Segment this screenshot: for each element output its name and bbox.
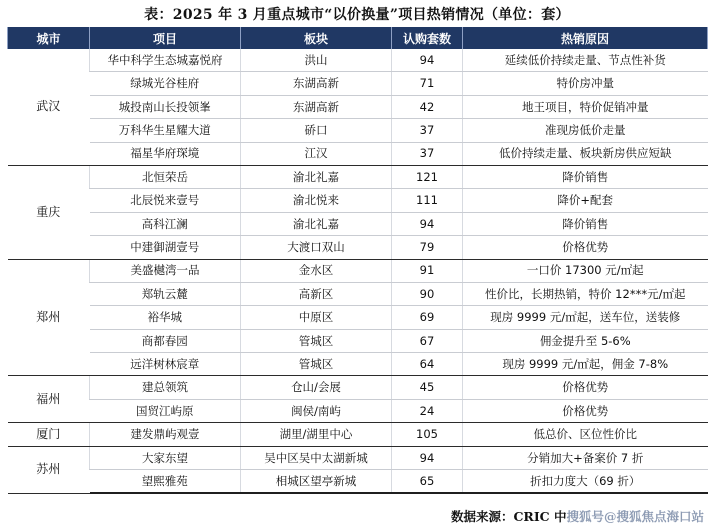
table-row xyxy=(8,446,708,469)
block-cell: 湖里/湖里中心 xyxy=(241,423,392,446)
sales-cell: 121 xyxy=(392,165,463,188)
reason-cell: 折扣力度大（69 折） xyxy=(463,470,708,494)
project-cell: 郑轨云麓 xyxy=(90,282,241,305)
block-cell: 渝北礼嘉 xyxy=(241,212,392,235)
table-row xyxy=(8,142,708,165)
table-row xyxy=(8,165,708,188)
header-project: 项目 xyxy=(90,27,241,49)
block-cell: 硚口 xyxy=(241,119,392,142)
data-source xyxy=(451,507,704,525)
sales-cell: 90 xyxy=(392,282,463,305)
reason-cell: 准现房低价走量 xyxy=(463,119,708,142)
block-cell: 大渡口双山 xyxy=(241,236,392,259)
table-row xyxy=(8,72,708,95)
header-sales: 认购套数 xyxy=(392,27,463,49)
project-cell: 万科华生星耀大道 xyxy=(90,119,241,142)
reason-cell: 降价销售 xyxy=(463,165,708,188)
block-cell: 高新区 xyxy=(241,282,392,305)
sales-cell: 79 xyxy=(392,236,463,259)
reason-cell: 价格优势 xyxy=(463,399,708,422)
table-row xyxy=(8,306,708,329)
city-cell: 福州 xyxy=(8,376,90,423)
reason-cell: 特价房冲量 xyxy=(463,72,708,95)
project-cell: 美盛樾湾一品 xyxy=(90,259,241,282)
reason-cell: 分销加大+备案价 7 折 xyxy=(463,446,708,469)
project-cell: 中建御湖壹号 xyxy=(90,236,241,259)
sales-cell: 65 xyxy=(392,470,463,494)
block-cell: 渝北礼嘉 xyxy=(241,165,392,188)
sales-cell: 42 xyxy=(392,95,463,118)
city-cell: 武汉 xyxy=(8,49,90,165)
sales-cell: 94 xyxy=(392,446,463,469)
table-row xyxy=(8,282,708,305)
reason-cell: 佣金提升至 5-6% xyxy=(463,329,708,352)
block-cell: 东湖高新 xyxy=(241,72,392,95)
table-title: 表：2025 年 3 月重点城市“以价换量”项目热销情况（单位：套） xyxy=(144,7,570,23)
watermark: 搜狐号@搜狐焦点海口站 xyxy=(566,509,704,524)
block-cell: 管城区 xyxy=(241,329,392,352)
table-row xyxy=(8,423,708,446)
sales-cell: 71 xyxy=(392,72,463,95)
reason-cell: 现房 9999 元/㎡起，送车位，送装修 xyxy=(463,306,708,329)
header-block: 板块 xyxy=(241,27,392,49)
header-row xyxy=(8,27,708,49)
sales-table xyxy=(7,27,708,494)
city-cell: 厦门 xyxy=(8,423,90,446)
block-cell: 仓山/会展 xyxy=(241,376,392,399)
reason-cell: 低价持续走量、板块新房供应短缺 xyxy=(463,142,708,165)
source-label: 数据来源：CRIC 中 xyxy=(450,509,567,524)
project-cell: 建发鼎屿观壹 xyxy=(90,423,241,446)
table-row xyxy=(8,212,708,235)
reason-cell: 延续低价持续走量、节点性补货 xyxy=(463,49,708,72)
sales-cell: 45 xyxy=(392,376,463,399)
reason-cell: 性价比，长期热销，特价 12***元/㎡起 xyxy=(463,282,708,305)
table-row xyxy=(8,353,708,376)
block-cell: 金水区 xyxy=(241,259,392,282)
table-row xyxy=(8,236,708,259)
city-cell: 重庆 xyxy=(8,165,90,259)
block-cell: 吴中区吴中太湖新城 xyxy=(241,446,392,469)
project-cell: 建总领筑 xyxy=(90,376,241,399)
block-cell: 江汉 xyxy=(241,142,392,165)
reason-cell: 价格优势 xyxy=(463,236,708,259)
project-cell: 高科江澜 xyxy=(90,212,241,235)
sales-cell: 91 xyxy=(392,259,463,282)
project-cell: 远洋树林宸章 xyxy=(90,353,241,376)
header-reason: 热销原因 xyxy=(463,27,708,49)
reason-cell: 降价+配套 xyxy=(463,189,708,212)
project-cell: 北辰悦来壹号 xyxy=(90,189,241,212)
sales-cell: 111 xyxy=(392,189,463,212)
table-row xyxy=(8,376,708,399)
table-row xyxy=(8,329,708,352)
project-cell: 北恒荣岳 xyxy=(90,165,241,188)
reason-cell: 价格优势 xyxy=(463,376,708,399)
project-cell: 华中科学生态城嘉悦府 xyxy=(90,49,241,72)
block-cell: 渝北悦来 xyxy=(241,189,392,212)
sales-cell: 69 xyxy=(392,306,463,329)
project-cell: 绿城光谷桂府 xyxy=(90,72,241,95)
block-cell: 东湖高新 xyxy=(241,95,392,118)
table-row xyxy=(8,399,708,422)
sales-cell: 67 xyxy=(392,329,463,352)
project-cell: 裕华城 xyxy=(90,306,241,329)
sales-cell: 24 xyxy=(392,399,463,422)
city-cell: 苏州 xyxy=(8,446,90,493)
city-cell: 郑州 xyxy=(8,259,90,376)
header-city: 城市 xyxy=(8,27,90,49)
sales-cell: 37 xyxy=(392,142,463,165)
sales-cell: 37 xyxy=(392,119,463,142)
block-cell: 管城区 xyxy=(241,353,392,376)
sales-cell: 94 xyxy=(392,212,463,235)
table-row xyxy=(8,49,708,72)
project-cell: 国贸江屿原 xyxy=(90,399,241,422)
reason-cell: 现房 9999 元/㎡起，佣金 7-8% xyxy=(463,353,708,376)
project-cell: 城投南山长投领峯 xyxy=(90,95,241,118)
sales-cell: 94 xyxy=(392,49,463,72)
project-cell: 望熙雅苑 xyxy=(90,470,241,494)
reason-cell: 降价销售 xyxy=(463,212,708,235)
sales-cell: 105 xyxy=(392,423,463,446)
project-cell: 福星华府琛境 xyxy=(90,142,241,165)
sales-cell: 64 xyxy=(392,353,463,376)
table-row xyxy=(8,259,708,282)
table-row xyxy=(8,189,708,212)
table-row xyxy=(8,119,708,142)
block-cell: 中原区 xyxy=(241,306,392,329)
table-row xyxy=(8,470,708,494)
table-body xyxy=(8,49,708,493)
table-row xyxy=(8,95,708,118)
project-cell: 商都春园 xyxy=(90,329,241,352)
reason-cell: 低总价、区位性价比 xyxy=(463,423,708,446)
project-cell: 大家东望 xyxy=(90,446,241,469)
block-cell: 闽侯/南屿 xyxy=(241,399,392,422)
reason-cell: 地王项目，特价促销冲量 xyxy=(463,95,708,118)
block-cell: 相城区望亭新城 xyxy=(241,470,392,494)
block-cell: 洪山 xyxy=(241,49,392,72)
reason-cell: 一口价 17300 元/㎡起 xyxy=(463,259,708,282)
